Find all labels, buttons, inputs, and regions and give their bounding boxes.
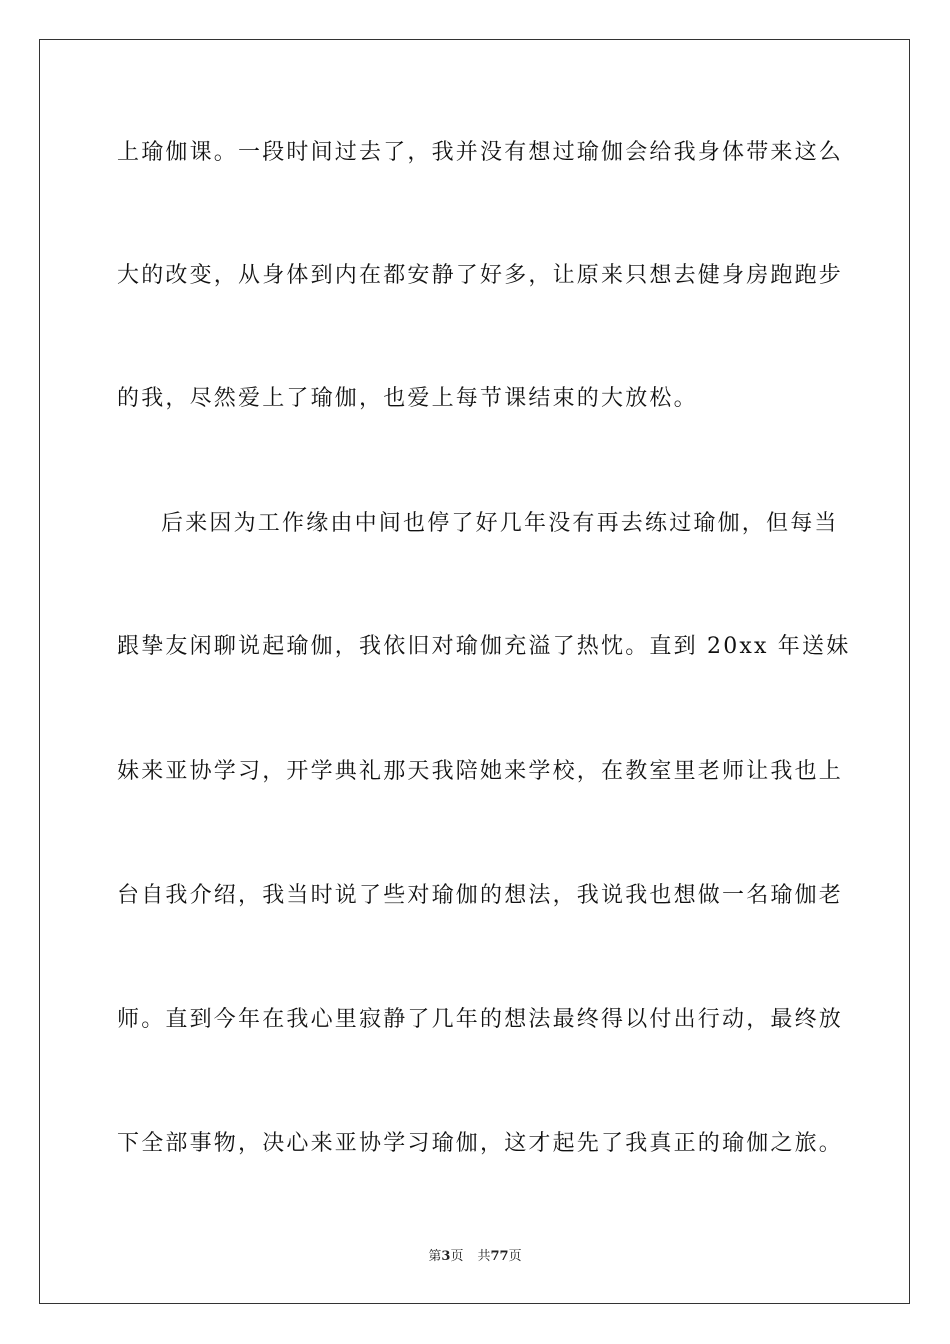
footer-total-suffix: 页 <box>508 1249 522 1264</box>
footer-page-suffix: 页 <box>450 1249 464 1264</box>
page-border <box>39 39 910 1304</box>
footer-total-pages: 77 <box>490 1249 509 1264</box>
body-line-9: 下全部事物，决心来亚协学习瑜伽，这才起先了我真正的瑜伽之旅。 <box>117 1131 844 1156</box>
footer-page-prefix: 第 <box>428 1249 442 1264</box>
body-line-6: 妹来亚协学习，开学典礼那天我陪她来学校，在教室里老师让我也上 <box>117 759 844 784</box>
page-footer <box>0 1248 950 1266</box>
body-line-1: 上瑜伽课。一段时间过去了，我并没有想过瑜伽会给我身体带来这么 <box>117 140 844 165</box>
body-line-7: 台自我介绍，我当时说了些对瑜伽的想法，我说我也想做一名瑜伽老 <box>117 883 844 908</box>
body-line-4-paragraph-start: 后来因为工作缘由中间也停了好几年没有再去练过瑜伽，但每当 <box>161 511 839 536</box>
body-line-2: 大的改变，从身体到内在都安静了好多，让原来只想去健身房跑跑步 <box>117 263 844 288</box>
body-line-8: 师。直到今年在我心里寂静了几年的想法最终得以付出行动，最终放 <box>117 1007 844 1032</box>
footer-total-prefix: 共 <box>477 1249 491 1264</box>
footer-page-number: 3 <box>441 1249 451 1264</box>
body-line-5: 跟挚友闲聊说起瑜伽，我依旧对瑜伽充溢了热忱。直到 20xx 年送妹 <box>117 634 851 659</box>
body-line-3: 的我，尽然爱上了瑜伽，也爱上每节课结束的大放松。 <box>117 386 698 411</box>
